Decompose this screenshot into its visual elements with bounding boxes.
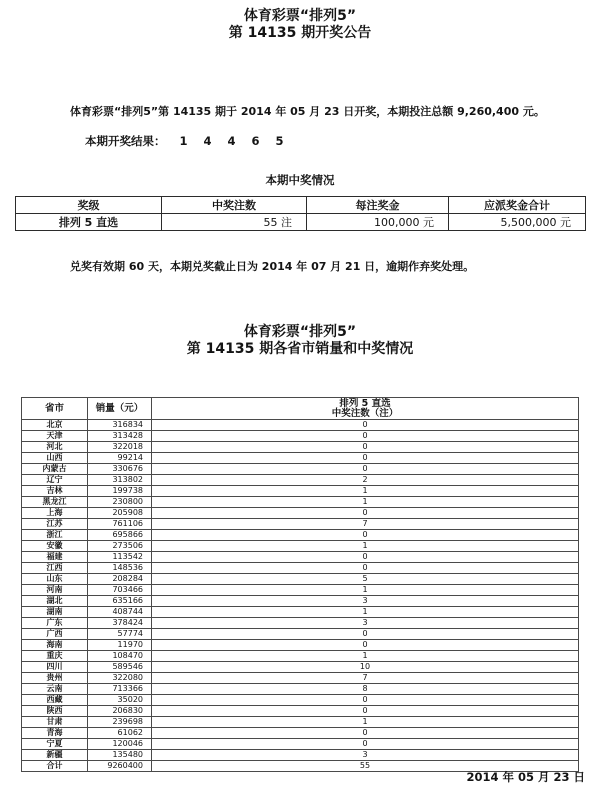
- footer-date: 2014 年 05 月 23 日: [466, 770, 585, 784]
- province-cell: 广西: [22, 629, 88, 640]
- sales-cell: 11970: [88, 640, 152, 651]
- province-section-title-line1: 体育彩票“排列5”: [243, 324, 357, 340]
- prize-header-per-prize: 每注奖金: [307, 197, 449, 214]
- wins-cell: 7: [152, 519, 579, 530]
- province-row: [22, 739, 579, 750]
- sales-cell: 113542: [88, 552, 152, 563]
- prize-table-header-row: [16, 197, 586, 214]
- draw-result-label: 本期开奖结果：: [85, 134, 166, 148]
- province-cell: 湖南: [22, 607, 88, 618]
- province-row: [22, 695, 579, 706]
- province-row: [22, 563, 579, 574]
- province-row: [22, 640, 579, 651]
- province-row: [22, 431, 579, 442]
- province-row: [22, 464, 579, 475]
- wins-cell: 5: [152, 574, 579, 585]
- prize-total-amount-cell: 5,500,000 元: [449, 214, 586, 231]
- sales-cell: 408744: [88, 607, 152, 618]
- province-cell: 四川: [22, 662, 88, 673]
- province-header-wins-line1: 排列 5 直选: [339, 397, 391, 409]
- wins-cell: 0: [152, 464, 579, 475]
- wins-cell: 1: [152, 651, 579, 662]
- province-row: [22, 475, 579, 486]
- province-header-sales: 销量（元）: [88, 398, 152, 420]
- province-cell: 黑龙江: [22, 497, 88, 508]
- province-row: [22, 673, 579, 684]
- sales-cell: 208284: [88, 574, 152, 585]
- wins-cell: 1: [152, 717, 579, 728]
- province-cell: 江苏: [22, 519, 88, 530]
- province-table-header-row: [22, 398, 579, 420]
- sales-cell: 120046: [88, 739, 152, 750]
- prize-header-total-prize: 应派奖金合计: [449, 197, 586, 214]
- province-cell: 贵州: [22, 673, 88, 684]
- prize-level-cell: 排列 5 直选: [16, 214, 162, 231]
- province-cell: 安徽: [22, 541, 88, 552]
- province-cell: 上海: [22, 508, 88, 519]
- wins-cell: 1: [152, 585, 579, 596]
- wins-cell: 0: [152, 563, 579, 574]
- province-row: [22, 607, 579, 618]
- sales-cell: 35020: [88, 695, 152, 706]
- wins-cell: 2: [152, 475, 579, 486]
- province-row: [22, 728, 579, 739]
- sales-cell: 589546: [88, 662, 152, 673]
- sales-cell: 378424: [88, 618, 152, 629]
- wins-cell: 0: [152, 552, 579, 563]
- province-row: [22, 629, 579, 640]
- province-cell: 宁夏: [22, 739, 88, 750]
- draw-result-line: [85, 133, 290, 149]
- province-row: [22, 706, 579, 717]
- sales-cell: 57774: [88, 629, 152, 640]
- province-row: [22, 420, 579, 431]
- wins-cell: 3: [152, 618, 579, 629]
- announcement-title: [0, 8, 600, 42]
- wins-cell: 0: [152, 629, 579, 640]
- sales-cell: 695866: [88, 530, 152, 541]
- prize-per-amount-cell: 100,000 元: [307, 214, 449, 231]
- province-cell: 内蒙古: [22, 464, 88, 475]
- sales-cell: 713366: [88, 684, 152, 695]
- province-row: [22, 442, 579, 453]
- province-cell: 甘肃: [22, 717, 88, 728]
- wins-cell: 0: [152, 453, 579, 464]
- province-table: [21, 397, 579, 772]
- sales-cell: 703466: [88, 585, 152, 596]
- province-cell: 山西: [22, 453, 88, 464]
- sales-cell: 330676: [88, 464, 152, 475]
- province-cell: 合计: [22, 761, 88, 772]
- province-row: [22, 552, 579, 563]
- province-cell: 陕西: [22, 706, 88, 717]
- province-cell: 重庆: [22, 651, 88, 662]
- announcement-title-line1: 体育彩票“排列5”: [243, 8, 357, 24]
- province-cell: 青海: [22, 728, 88, 739]
- sales-cell: 316834: [88, 420, 152, 431]
- sales-cell: 108470: [88, 651, 152, 662]
- province-row: [22, 750, 579, 761]
- sales-cell: 230800: [88, 497, 152, 508]
- wins-cell: 0: [152, 508, 579, 519]
- province-row: [22, 497, 579, 508]
- wins-cell: 3: [152, 750, 579, 761]
- prize-table-caption: 本期中奖情况: [265, 173, 335, 187]
- wins-cell: 0: [152, 640, 579, 651]
- sales-cell: 99214: [88, 453, 152, 464]
- province-cell: 湖北: [22, 596, 88, 607]
- province-cell: 河南: [22, 585, 88, 596]
- sales-cell: 322018: [88, 442, 152, 453]
- sales-cell: 61062: [88, 728, 152, 739]
- wins-cell: 0: [152, 695, 579, 706]
- prize-table-data-row: [16, 214, 586, 231]
- province-cell: 云南: [22, 684, 88, 695]
- redeem-notice: 兑奖有效期 60 天，本期兑奖截止日为 2014 年 07 月 21 日，逾期作弃奖处理。: [70, 260, 475, 273]
- wins-cell: 0: [152, 530, 579, 541]
- sales-cell: 273506: [88, 541, 152, 552]
- province-row: [22, 717, 579, 728]
- province-cell: 辽宁: [22, 475, 88, 486]
- province-section-title-line2: 第 14135 期各省市销量和中奖情况: [186, 341, 414, 357]
- province-row: [22, 651, 579, 662]
- province-row: [22, 541, 579, 552]
- sales-cell: 635166: [88, 596, 152, 607]
- sales-cell: 135480: [88, 750, 152, 761]
- sales-cell: 9260400: [88, 761, 152, 772]
- wins-cell: 1: [152, 497, 579, 508]
- province-row: [22, 530, 579, 541]
- wins-cell: 0: [152, 420, 579, 431]
- wins-cell: 1: [152, 541, 579, 552]
- sales-cell: 322080: [88, 673, 152, 684]
- province-section-title: [0, 324, 600, 358]
- wins-cell: 1: [152, 607, 579, 618]
- announcement-title-line2: 第 14135 期开奖公告: [228, 25, 372, 41]
- province-header-name: 省市: [22, 398, 88, 420]
- province-row: [22, 574, 579, 585]
- province-cell: 江西: [22, 563, 88, 574]
- province-cell: 福建: [22, 552, 88, 563]
- province-cell: 河北: [22, 442, 88, 453]
- wins-cell: 0: [152, 706, 579, 717]
- province-header-wins-line2: 中奖注数（注）: [331, 407, 399, 419]
- province-row: [22, 662, 579, 673]
- sales-cell: 206830: [88, 706, 152, 717]
- province-cell: 天津: [22, 431, 88, 442]
- prize-win-count-cell: 55 注: [162, 214, 307, 231]
- wins-cell: 55: [152, 761, 579, 772]
- sales-cell: 148536: [88, 563, 152, 574]
- province-cell: 浙江: [22, 530, 88, 541]
- sales-cell: 199738: [88, 486, 152, 497]
- sales-cell: 761106: [88, 519, 152, 530]
- province-row: [22, 486, 579, 497]
- province-row: [22, 596, 579, 607]
- province-cell: 西藏: [22, 695, 88, 706]
- province-cell: 吉林: [22, 486, 88, 497]
- province-cell: 海南: [22, 640, 88, 651]
- wins-cell: 7: [152, 673, 579, 684]
- prize-table: [15, 196, 586, 231]
- sales-cell: 239698: [88, 717, 152, 728]
- wins-cell: 1: [152, 486, 579, 497]
- province-table-body: [22, 420, 579, 772]
- province-row: [22, 519, 579, 530]
- prize-header-level: 奖级: [16, 197, 162, 214]
- sales-cell: 313428: [88, 431, 152, 442]
- wins-cell: 10: [152, 662, 579, 673]
- sales-cell: 313802: [88, 475, 152, 486]
- draw-result-numbers: 1 4 4 6 5: [179, 134, 290, 148]
- province-cell: 北京: [22, 420, 88, 431]
- province-row: [22, 585, 579, 596]
- province-cell: 广东: [22, 618, 88, 629]
- wins-cell: 3: [152, 596, 579, 607]
- province-row: [22, 684, 579, 695]
- prize-header-win-count: 中奖注数: [162, 197, 307, 214]
- sales-cell: 205908: [88, 508, 152, 519]
- province-row: [22, 453, 579, 464]
- wins-cell: 0: [152, 728, 579, 739]
- wins-cell: 0: [152, 739, 579, 750]
- intro-text: 体育彩票“排列5”第 14135 期于 2014 年 05 月 23 日开奖，本期投注总额 9,260,400 元。: [70, 105, 545, 118]
- wins-cell: 8: [152, 684, 579, 695]
- wins-cell: 0: [152, 431, 579, 442]
- province-header-wins: [152, 398, 579, 420]
- wins-cell: 0: [152, 442, 579, 453]
- province-row: [22, 618, 579, 629]
- province-cell: 新疆: [22, 750, 88, 761]
- province-cell: 山东: [22, 574, 88, 585]
- province-row: [22, 508, 579, 519]
